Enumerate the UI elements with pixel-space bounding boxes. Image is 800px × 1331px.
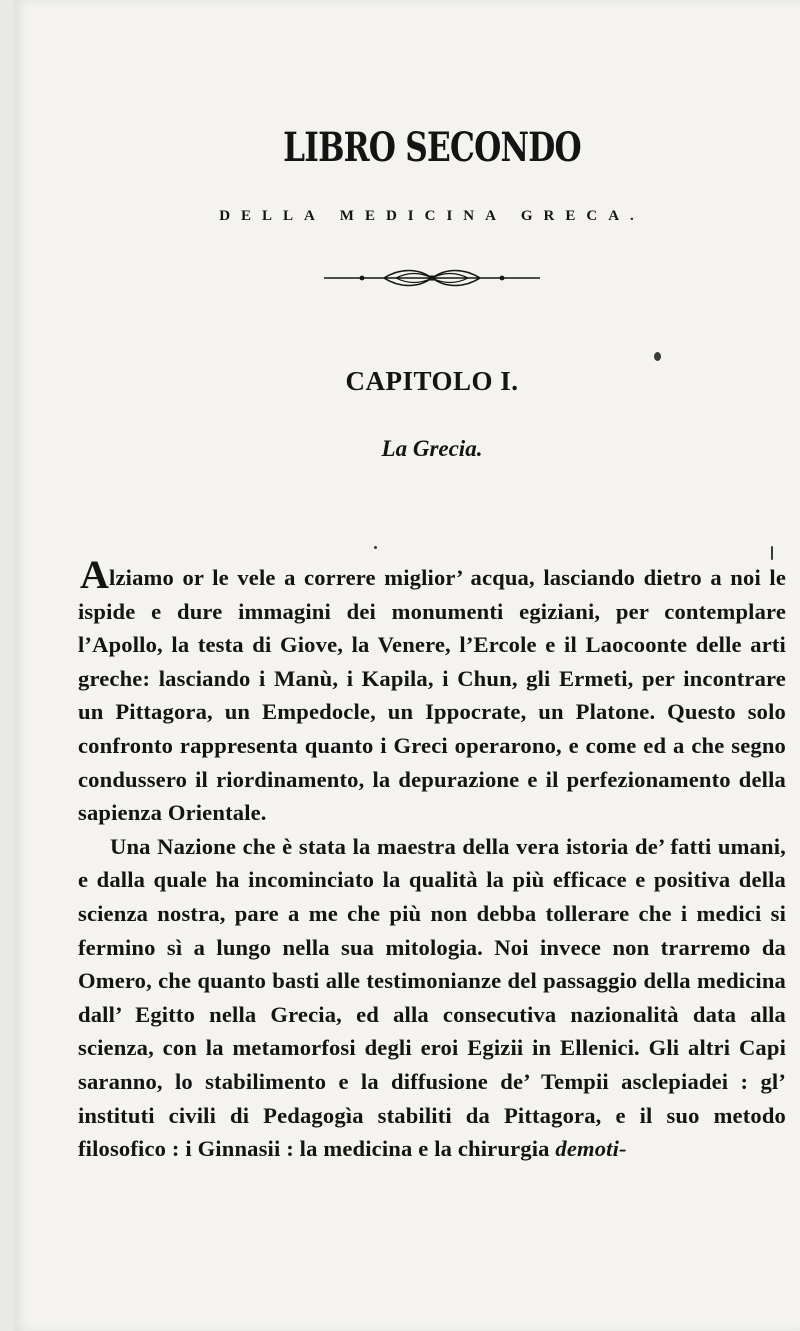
book-title: LIBRO SECONDO [283,124,581,171]
paragraph-1 [78,552,786,830]
chapter-title: CAPITOLO I. [345,366,519,396]
ornament-divider-icon [322,266,542,290]
book-subtitle: DELLA MEDICINA GRECA. [219,208,645,224]
ink-speck [771,546,773,560]
paragraph-1-text: lziamo or le vele a correre miglior’ acqua, lasciando dietro a noi le ispide e dure immagini dei monumenti egiziani, per contemplare l’Apollo, la testa di Giove, la Venere, l’Ercole e il Laocoonte delle arti greche: lasciando i Manù, i Kapila, i Chun, gli Ermeti, per incontrare un Pittagora, un Empedocle, un Ippocrate, un Platone. Questo solo confronto rappresenta quanto i Greci operarono, e come ed a che segno condussero il riordinamento, la depurazione e il perfezionamento della sapienza Orientale. [78,565,786,826]
paragraph-2-text: Una Nazione che è stata la maestra della vera istoria de’ fatti umani, e dalla quale ha incominciato la qualità la più efficace e positiva della scienza nostra, pare a me che più non debba tollerare che i medici si fermino sì a lungo nella sua mitologia. Noi invece non trarremo da Omero, che quanto basti alle testimonianze del passaggio della medicina dall’ Egitto nella Grecia, ed alla consecutiva nazionalità data alla scienza, con la metamorfosi degli eroi Egizii in Ellenici. Gli altri Capi saranno, lo stabilimento e la diffusione de’ Tempii asclepiadei : gl’ instituti civili di Pedagogìa stabiliti da Pittagora, e il suo metodo filosofico : i Ginnasii : la medicina e la chirurgia [78,833,786,1162]
chapter-subtitle: La Grecia. [381,436,483,461]
body-text [78,552,786,1166]
drop-cap: A [80,552,110,597]
paragraph-2 [78,830,786,1166]
book-page [14,0,800,1331]
paragraph-2-italic-tail: demoti- [555,1136,627,1162]
ink-speck [374,546,377,549]
ink-speck [654,352,661,361]
